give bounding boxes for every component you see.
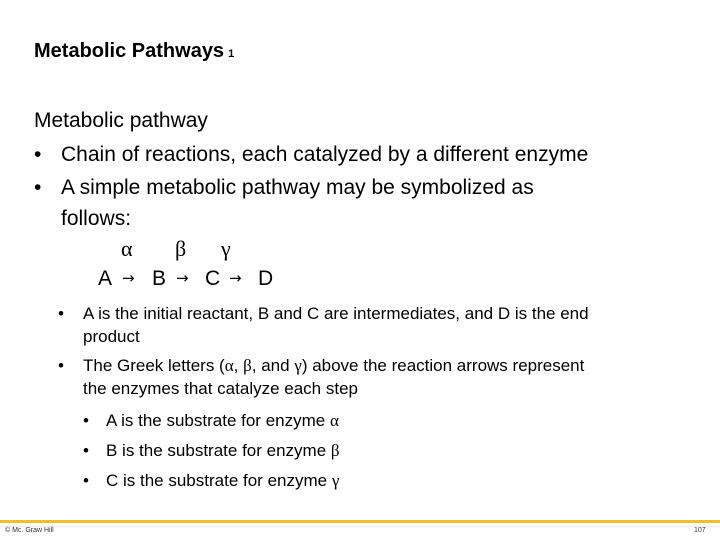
copyright-text: © Mc. Graw Hill [5,527,54,534]
sub-bullet-text-line2: product [83,327,140,346]
sub-bullet-text: A is the initial reactant, B and C are intermediates, and D is the end [83,304,589,323]
bullet-dot: • [34,176,42,199]
bullet-text: A simple metabolic pathway may be symbolized as [61,176,534,199]
bullet-dot: • [83,411,89,430]
sub-sub-bullet-text: B is the substrate for enzyme β [106,441,340,460]
bullet-text-line2: follows: [61,207,132,230]
enzyme-beta: β [175,236,187,261]
beta-symbol: β [243,356,252,375]
alpha-symbol: α [329,411,339,430]
enzyme-alpha: α [121,236,133,261]
footer-accent-line [0,520,720,523]
bullet-dot: • [83,471,89,490]
compound-a: A [98,267,113,290]
slide-title [34,40,234,63]
title-number: 1 [228,48,235,60]
gamma-symbol: γ [294,356,302,375]
bullet-dot: • [58,356,64,375]
compound-d: D [258,267,274,290]
gamma-symbol: γ [331,471,340,490]
sub-bullet-text-line2: the enzymes that catalyze each step [83,379,358,398]
alpha-symbol: α [224,356,234,375]
sub-sub-bullet-text: A is the substrate for enzyme α [106,411,339,430]
bullet-dot: • [34,143,42,166]
arrow-icon: → [176,269,189,287]
arrow-icon: → [122,269,135,287]
sub-bullet-text: The Greek letters (α, β, and γ) above the reaction arrows represent [83,356,585,375]
compound-b: B [152,267,167,290]
enzyme-gamma: γ [221,236,231,261]
slide-heading: Metabolic pathway [34,109,208,132]
compound-c: C [205,267,221,290]
bullet-dot: • [83,441,89,460]
arrow-icon: → [229,269,242,287]
page-number: 107 [694,527,706,534]
beta-symbol: β [330,441,340,460]
bullet-dot: • [58,304,64,323]
sub-sub-bullet-text: C is the substrate for enzyme γ [106,471,340,490]
bullet-text: Chain of reactions, each catalyzed by a different enzyme [61,143,589,166]
title-text: Metabolic Pathways [34,40,225,62]
